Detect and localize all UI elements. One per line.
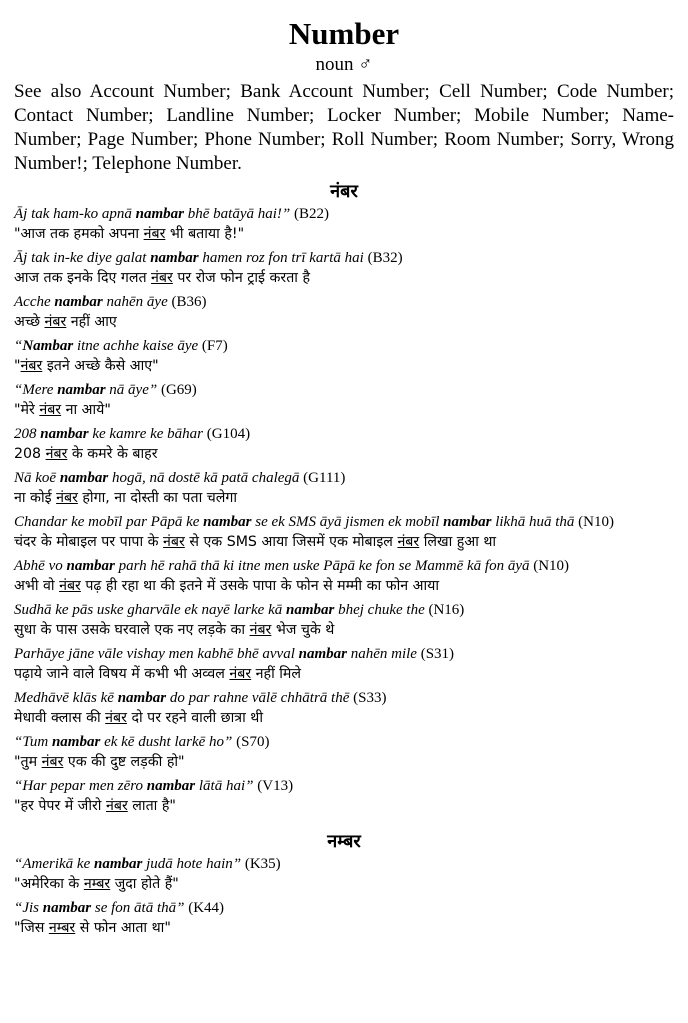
devanagari-text: अभी वो [14,578,60,594]
keyword-romanized: nambar [54,294,103,310]
romanized-text: Parhāye jāne vāle vishay men kabhē bhē avval [14,646,299,662]
source-reference: (N10) [574,514,614,530]
romanized-text: “Amerikā ke [14,856,94,872]
romanized-text: itne achhe kaise āye [73,338,199,354]
romanized-text: lātā hai” [195,778,254,794]
keyword-devanagari: नंबर [229,666,252,682]
keyword-romanized: nambar [146,778,196,794]
devanagari-text: दो पर रहने वाली छात्रा थी [126,710,264,726]
devanagari-text: लाता है" [127,798,176,814]
example-entry [14,248,674,289]
devanagari-text: से एक SMS आया जिसमें एक मोबाइल [184,534,398,550]
example-entry [14,424,674,465]
romanized-text: ek kē dusht larkē ho” [100,734,233,750]
romanized-example [14,898,674,918]
keyword-romanized: nambar [286,602,335,618]
romanized-example [14,854,674,874]
source-reference: (S70) [232,734,270,750]
source-reference: (S31) [416,646,455,662]
romanized-text: nā āye” [105,382,158,398]
romanized-text: nahēn mile [346,646,417,662]
devanagari-example [14,874,674,895]
keyword-devanagari: नंबर [163,534,185,550]
devanagari-text: "अमेरिका के [14,876,84,892]
devanagari-example [14,444,674,465]
devanagari-text: "तुम [14,754,42,770]
keyword-romanized: nambar [40,426,89,442]
romanized-text: “Har pepar men zēro [14,778,147,794]
romanized-example [14,336,674,356]
keyword-romanized: nambar [66,558,115,574]
keyword-devanagari: नंबर [39,402,62,418]
romanized-text: Āj tak ham-ko apnā [14,206,136,222]
devanagari-text: नहीं आए [66,314,117,330]
devanagari-example [14,620,674,641]
keyword-devanagari: नंबर [249,622,272,638]
example-entry [14,776,674,817]
devanagari-example [14,224,674,245]
romanized-text: hogā, nā dostē kā patā chalegā [108,470,300,486]
section-heading: नम्बर [327,831,361,851]
keyword-romanized: nambar [443,514,492,530]
devanagari-text: पढ़ाये जाने वाले विषय में कभी भी अव्वल [14,666,230,682]
devanagari-example [14,356,674,377]
devanagari-example [14,400,674,421]
devanagari-example [14,918,674,939]
headword: Number [288,16,400,51]
source-reference: (B32) [363,250,403,266]
romanized-text: ke kamre ke bāhar [88,426,204,442]
keyword-romanized: Nambar [22,338,74,354]
devanagari-text: "आज तक हमको अपना [14,226,144,242]
keyword-devanagari: नंबर [56,490,78,506]
romanized-text: Acche [14,294,55,310]
devanagari-text: भी बताया है!" [165,226,245,242]
romanized-text: Āj tak in-ke diye galat [14,250,151,266]
devanagari-text: लिखा हुआ था [419,534,497,550]
devanagari-example [14,752,674,773]
source-reference: (N10) [529,558,570,574]
source-reference: (S33) [349,690,387,706]
devanagari-text: ना कोई [14,490,57,506]
romanized-text: se fon ātā thā” [91,900,185,916]
devanagari-text: " [14,358,21,374]
devanagari-text: इतने अच्छे कैसे आए" [42,358,159,374]
devanagari-text: होगा, ना दोस्ती का पता चलेगा [77,490,238,506]
romanized-text: likhā huā thā [491,514,575,530]
romanized-example [14,688,674,708]
sections [14,179,674,939]
devanagari-example [14,664,674,685]
example-entry [14,688,674,729]
romanized-example [14,644,674,664]
devanagari-text: के कमरे के बाहर [67,446,158,462]
devanagari-example [14,708,674,729]
source-reference: (F7) [198,338,228,354]
keyword-romanized: nambar [298,646,347,662]
romanized-text: 208 [14,426,41,442]
keyword-devanagari: नंबर [105,798,128,814]
romanized-example [14,468,674,488]
romanized-example [14,424,674,444]
devanagari-example [14,532,674,553]
romanized-text: se ek SMS āyā jismen ek mobīl [251,514,444,530]
example-entry [14,512,674,553]
keyword-romanized: nambar [135,206,184,222]
source-reference: (K35) [241,856,281,872]
romanized-text: Sudhā ke pās uske gharvāle ek nayē larke kā [14,602,286,618]
example-entry [14,292,674,333]
source-reference: (G104) [203,426,251,442]
romanized-text: Medhāvē klās kē [14,690,118,706]
keyword-devanagari: नंबर [59,578,81,594]
devanagari-text: मेधावी क्लास की [14,710,106,726]
example-entry [14,854,674,895]
devanagari-text: पर रोज फोन ट्राई करता है [172,270,311,286]
part-of-speech: noun ♂ [315,54,373,75]
romanized-example [14,292,674,312]
devanagari-example [14,796,674,817]
source-reference: (G69) [157,382,197,398]
devanagari-text: सुधा के पास उसके घरवाले एक नए लड़के का [14,622,250,638]
devanagari-text: पढ़ ही रहा था की इतने में उसके पापा के फोन से मम्मी का फोन आया [80,578,440,594]
keyword-romanized: nambar [150,250,199,266]
example-entry [14,380,674,421]
devanagari-example [14,268,674,289]
source-reference: (G111) [299,470,346,486]
romanized-example [14,248,674,268]
devanagari-text: चंदर के मोबाइल पर पापा के [14,534,164,550]
romanized-text: “Jis [14,900,43,916]
devanagari-text: "हर पेपर में जीरो [14,798,106,814]
romanized-text: nahēn āye [102,294,168,310]
source-reference: (B22) [290,206,329,222]
devanagari-text: "मेरे [14,402,40,418]
romanized-text: bhē batāyā hai!” [184,206,291,222]
romanized-example [14,556,674,576]
devanagari-example [14,488,674,509]
keyword-romanized: nambar [117,690,167,706]
keyword-devanagari: नंबर [41,754,64,770]
romanized-text: Chandar ke mobīl par Pāpā ke [14,514,204,530]
devanagari-text: नहीं मिले [251,666,302,682]
devanagari-text: से फोन आता था" [75,920,171,936]
keyword-romanized: nambar [51,734,101,750]
romanized-text: Nā koē [14,470,60,486]
keyword-devanagari: नंबर [45,446,68,462]
example-entry [14,204,674,245]
keyword-devanagari: नंबर [143,226,166,242]
romanized-text: “Mere [14,382,58,398]
keyword-devanagari: नंबर [105,710,127,726]
devanagari-example [14,312,674,333]
keyword-devanagari: नम्बर [48,920,76,936]
romanized-text: bhej chuke the [334,602,425,618]
devanagari-text: भेज चुके थे [271,622,335,638]
example-entry [14,644,674,685]
example-entry [14,468,674,509]
romanized-text: hamen roz fon trī kartā hai [198,250,364,266]
source-reference: (N16) [424,602,465,618]
romanized-example [14,512,674,532]
source-reference: (B36) [167,294,207,310]
keyword-romanized: nambar [57,382,106,398]
keyword-devanagari: नम्बर [83,876,111,892]
keyword-devanagari: नंबर [397,534,420,550]
example-entry [14,600,674,641]
romanized-example [14,776,674,796]
devanagari-text: एक की दुष्ट लड़की हो" [63,754,185,770]
romanized-example [14,204,674,224]
devanagari-example [14,576,674,597]
example-entry [14,732,674,773]
devanagari-text: "जिस [14,920,49,936]
keyword-romanized: nambar [203,514,252,530]
keyword-romanized: nambar [93,856,143,872]
romanized-text: judā hote hain” [142,856,242,872]
romanized-example [14,380,674,400]
devanagari-text: आज तक इनके दिए गलत [14,270,152,286]
romanized-text: “ [14,338,23,354]
keyword-devanagari: नंबर [20,358,43,374]
romanized-example [14,600,674,620]
keyword-devanagari: नंबर [44,314,67,330]
keyword-romanized: nambar [59,470,109,486]
example-entry [14,336,674,377]
keyword-romanized: nambar [42,900,92,916]
romanized-text: Abhē vo [14,558,67,574]
romanized-example [14,732,674,752]
example-entry [14,898,674,939]
romanized-text: parh hē rahā thā ki itne men uske Pāpā ke fon se Mammē kā fon āyā [114,558,530,574]
source-reference: (K44) [184,900,225,916]
romanized-text: “Tum [14,734,52,750]
see-also-list: See also Account Number; Bank Account Number; Cell Number; Code Number; Contact Number; Landline Number; Locker Number; Mobile Number; Name-Number; Page Number; Phone Number; Roll Number; Room Number; Sorry, Wrong Number!; Telephone Number. [14,81,674,174]
example-entry [14,556,674,597]
keyword-devanagari: नंबर [151,270,173,286]
devanagari-text: 208 [14,446,46,462]
devanagari-text: जुदा होते हैं" [110,876,179,892]
devanagari-text: अच्छे [14,314,45,330]
source-reference: (V13) [253,778,294,794]
devanagari-text: ना आये" [61,402,111,418]
romanized-text: do par rahne vālē chhātrā thē [166,690,350,706]
section-heading: नंबर [330,181,358,201]
